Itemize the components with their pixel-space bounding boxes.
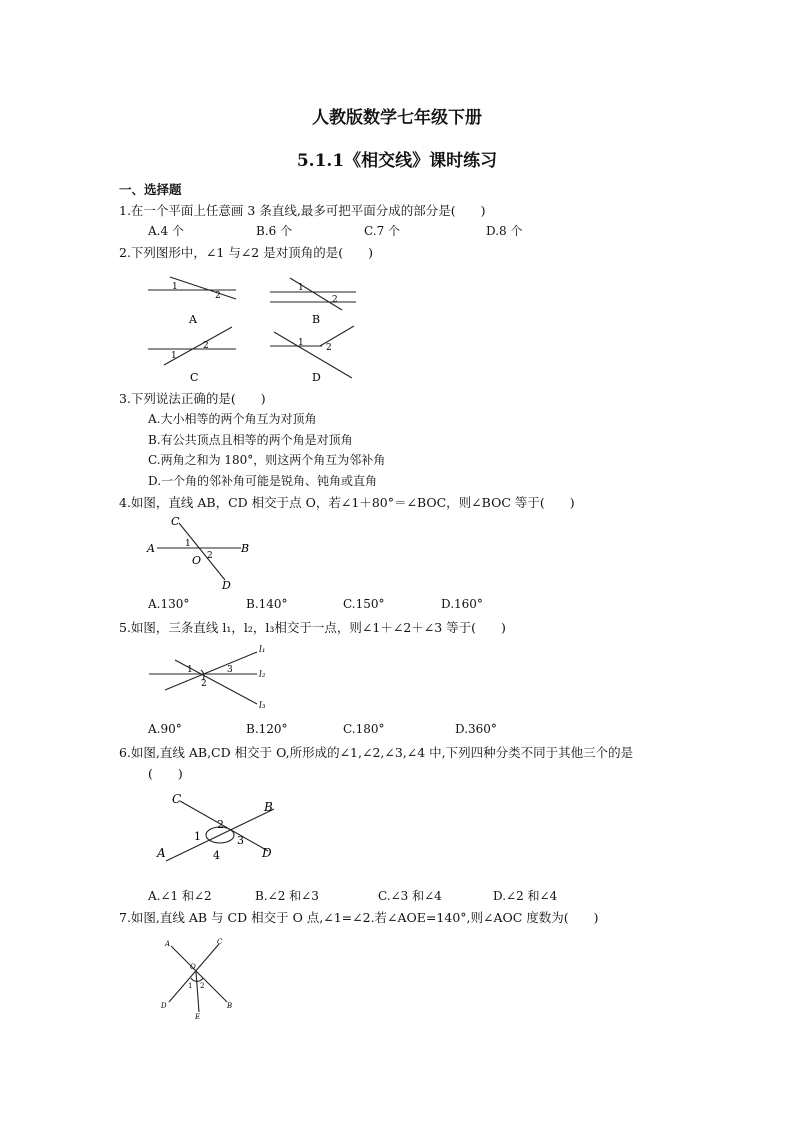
q6-angle3-label: 3 [237,834,244,847]
q4-label-b: B [241,542,250,555]
q4-option-c: C.150° [343,597,385,611]
q4-option-d: D.160° [441,597,483,611]
q4-label-o: O [192,554,202,567]
question-3-stem: 3.下列说法正确的是( ) [119,391,266,406]
q4-option-b: B.140° [246,597,288,611]
q3-option-a: A.大小相等的两个角互为对顶角 [148,412,317,426]
q5-label-l2: l₂ [259,670,266,680]
q2-a-angle2-label: 2 [215,291,221,301]
q6-label-b: B [264,800,273,814]
question-7-stem: 7.如图,直线 AB 与 CD 相交于 O 点,∠1=∠2.若∠AOE=140°,则∠AOC 度数为( ) [119,910,599,925]
q3-option-b: B.有公共顶点且相等的两个角是对顶角 [148,433,353,447]
q4-option-a: A.130° [148,597,190,611]
q2-d-angle2-label: 2 [326,343,332,353]
q4-angle2-label: 2 [207,551,213,561]
q2-b-angle2-label: 2 [332,295,338,305]
page-subtitle: 5.1.1《相交线》课时练习 [296,151,498,171]
q4-label-c: C [171,515,180,528]
q5-angle1-label: 1 [187,665,193,675]
q6-label-d: D [262,846,272,860]
q7-figure [155,932,255,1020]
q7-angle2-label: 2 [200,982,205,990]
page-title: 人教版数学七年级下册 [312,108,482,128]
q4-label-d: D [222,579,231,592]
q7-label-d: D [161,1002,167,1010]
q7-label-c: C [217,938,223,946]
question-6-stem-cont: ( ) [148,766,183,781]
q6-angle1-label: 1 [194,830,201,843]
section-heading: 一、选择题 [119,182,182,197]
q3-option-c: C.两角之和为 180°，则这两个角互为邻补角 [148,453,386,467]
q7-label-b: B [227,1002,233,1010]
q6-option-b: B.∠2 和∠3 [255,889,319,903]
q7-label-o: O [190,963,196,971]
q5-angle3-label: 3 [227,665,233,675]
q5-option-d: D.360° [455,722,497,736]
q5-label-l1: l₁ [259,645,266,655]
question-2-stem: 2.下列图形中，∠1 与∠2 是对顶角的是( ) [119,245,373,260]
q6-angle2-label: 2 [217,818,224,831]
q1-option-a: A.4 个 [148,224,184,238]
q5-option-a: A.90° [148,722,182,736]
q6-label-c: C [172,792,182,806]
q4-label-a: A [147,542,155,555]
q1-option-c: C.7 个 [364,224,401,238]
q6-option-d: D.∠2 和∠4 [493,889,558,903]
q5-option-c: C.180° [343,722,385,736]
q4-figure [145,514,260,590]
q2-figure-b-label: B [312,313,321,326]
q2-c-angle2-label: 2 [203,341,209,351]
q2-a-angle1-label: 1 [172,282,178,292]
q4-angle1-label: 1 [185,539,191,549]
q2-figure-a-label: A [189,313,197,326]
q7-label-e: E [195,1013,201,1021]
question-6-stem: 6.如图,直线 AB,CD 相交于 O,所形成的∠1,∠2,∠3,∠4 中,下列四种分类不同于其他三个的是 [119,745,634,760]
q6-figure [150,787,290,877]
q5-label-l3: l₃ [259,701,266,711]
q2-figure-d-label: D [312,371,321,384]
q6-label-a: A [157,846,166,860]
q2-b-angle1-label: 1 [298,283,304,293]
q5-angle2-label: 2 [201,679,207,689]
q2-d-angle1-label: 1 [298,338,304,348]
q7-angle1-label: 1 [188,982,193,990]
question-1-stem: 1.在一个平面上任意画 3 条直线,最多可把平面分成的部分是( ) [119,203,486,218]
q2-figure [140,268,380,386]
q6-angle4-label: 4 [213,849,220,862]
q5-figure [145,640,280,712]
q6-option-a: A.∠1 和∠2 [148,889,212,903]
q6-option-c: C.∠3 和∠4 [378,889,442,903]
q7-label-a: A [165,940,171,948]
q1-option-d: D.8 个 [486,224,523,238]
question-5-stem: 5.如图，三条直线 l₁，l₂，l₃相交于一点，则∠1＋∠2＋∠3 等于( ) [119,620,506,635]
q2-figure-c-label: C [190,371,199,384]
q1-option-b: B.6 个 [256,224,293,238]
q2-c-angle1-label: 1 [171,351,177,361]
question-4-stem: 4.如图，直线 AB，CD 相交于点 O，若∠1＋80°＝∠BOC，则∠BOC 等于( ) [119,495,575,510]
q3-option-d: D.一个角的邻补角可能是锐角、钝角或直角 [148,474,378,488]
q5-option-b: B.120° [246,722,288,736]
